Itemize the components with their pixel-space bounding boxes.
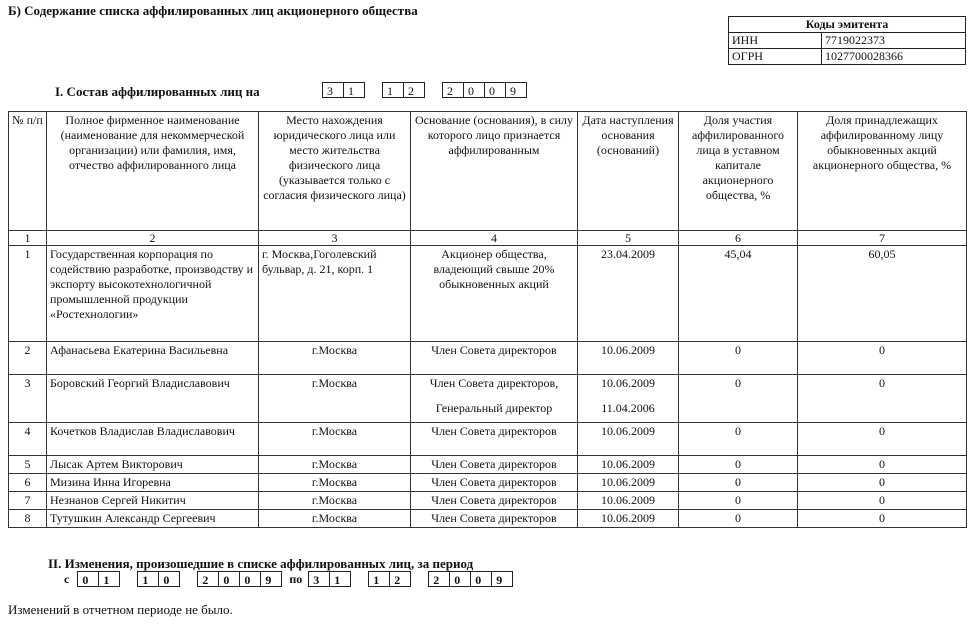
cell-share-capital	[679, 246, 798, 342]
cell-name-text: Незнанов Сергей Никитич	[50, 493, 186, 507]
header-basis: Основание (основания), в силу которого лицо признается аффилированным	[411, 112, 578, 231]
cell-date	[578, 375, 679, 423]
date-digit: 0	[484, 82, 506, 98]
period-from-digit: 0	[239, 571, 261, 587]
column-number: 3	[259, 231, 411, 246]
cell-date	[578, 246, 679, 342]
code-label: ИНН	[729, 33, 822, 49]
table-row	[9, 474, 967, 492]
cell-date-text: 10.06.2009	[601, 424, 655, 438]
cell-share-stock	[798, 246, 967, 342]
cell-date-text: 10.06.2009	[601, 493, 655, 507]
date-digit: 2	[403, 82, 425, 98]
period-to-digit: 1	[368, 571, 390, 587]
cell-place-text: г.Москва	[311, 511, 358, 525]
section1-title: I. Состав аффилированных лиц на	[55, 84, 260, 99]
period-from-digit: 0	[77, 571, 99, 587]
cell-number-text: 1	[24, 247, 31, 261]
cell-date-secondary: 11.04.2006	[601, 401, 655, 415]
cell-place	[259, 474, 411, 492]
section1-date-boxes	[322, 82, 526, 98]
cell-basis	[411, 456, 578, 474]
cell-share-capital-text: 0	[735, 511, 741, 525]
cell-share-capital-text: 45,04	[724, 247, 752, 261]
cell-share-stock	[798, 492, 967, 510]
cell-place-text: г. Москва,Гоголевский бульвар, д. 21, корп. 1	[262, 247, 377, 276]
cell-number	[9, 375, 47, 423]
cell-name-text: Кочетков Владислав Владиславович	[50, 424, 235, 438]
cell-place-text: г.Москва	[311, 343, 358, 357]
cell-name	[47, 342, 259, 375]
cell-share-capital	[679, 375, 798, 423]
table-row	[9, 375, 967, 423]
cell-place-text: г.Москва	[311, 424, 358, 438]
period-to-digit: 2	[428, 571, 450, 587]
period-from-digit: 0	[218, 571, 240, 587]
cell-date	[578, 456, 679, 474]
cell-share-capital-text: 0	[735, 457, 741, 471]
date-digit: 0	[463, 82, 485, 98]
cell-basis-text: Член Совета директоров	[431, 343, 557, 357]
header-date: Дата наступления основания (оснований)	[578, 112, 679, 231]
date-digit: 2	[442, 82, 464, 98]
cell-date-text: 10.06.2009	[601, 376, 655, 390]
cell-basis-text: Акционер общества, владеющий свыше 20% обыкновенных акций	[433, 247, 555, 291]
cell-place-text: г.Москва	[311, 376, 358, 390]
column-number: 4	[411, 231, 578, 246]
table-row	[9, 423, 967, 456]
issuer-codes-box	[728, 16, 966, 65]
header-share-capital: Доля участия аффилированного лица в уставном капитале акционерного общества, %	[679, 112, 798, 231]
cell-share-stock-text: 0	[879, 343, 885, 357]
cell-date	[578, 492, 679, 510]
period-row	[64, 571, 512, 587]
cell-number-text: 2	[24, 343, 31, 357]
cell-share-capital	[679, 456, 798, 474]
cell-share-stock-text: 0	[879, 376, 885, 390]
period-to-digit: 2	[389, 571, 411, 587]
cell-name	[47, 510, 259, 528]
cell-share-capital-text: 0	[735, 475, 741, 489]
cell-number-text: 7	[24, 493, 31, 507]
cell-basis-text: Член Совета директоров	[431, 511, 557, 525]
cell-share-capital-text: 0	[735, 343, 741, 357]
cell-basis-text: Член Совета директоров	[431, 424, 557, 438]
no-changes-note: Изменений в отчетном периоде не было.	[8, 602, 233, 617]
cell-share-stock-text: 0	[879, 475, 885, 489]
cell-place	[259, 246, 411, 342]
cell-name-text: Афанасьева Екатерина Васильевна	[50, 343, 229, 357]
cell-share-stock	[798, 474, 967, 492]
cell-basis-text: Член Совета директоров	[431, 475, 557, 489]
cell-number	[9, 474, 47, 492]
period-to-digit: 0	[470, 571, 492, 587]
cell-date	[578, 510, 679, 528]
cell-place	[259, 423, 411, 456]
cell-name	[47, 246, 259, 342]
date-digit: 1	[382, 82, 404, 98]
period-to-label: по	[289, 571, 303, 586]
cell-share-capital	[679, 423, 798, 456]
cell-name-text: Мизина Инна Игоревна	[50, 475, 171, 489]
column-number: 6	[679, 231, 798, 246]
date-digit: 3	[322, 82, 344, 98]
column-number: 5	[578, 231, 679, 246]
cell-share-stock-text: 60,05	[868, 247, 896, 261]
period-to-digit: 9	[491, 571, 513, 587]
code-value: 1027700028366	[822, 49, 966, 65]
cell-name-text: Государственная корпорация по содействию разработке, производству и экспорту высокотехнологичной промышленной продукции «Ростехнологии»	[50, 247, 254, 321]
table-row	[9, 342, 967, 375]
period-from-digit: 9	[260, 571, 282, 587]
cell-basis	[411, 510, 578, 528]
date-digit: 9	[505, 82, 527, 98]
cell-name-text: Тутушкин Александр Сергеевич	[50, 511, 216, 525]
cell-basis	[411, 492, 578, 510]
table-header-row	[9, 112, 967, 231]
table-row	[9, 492, 967, 510]
cell-share-stock	[798, 423, 967, 456]
table-row	[9, 510, 967, 528]
table-row	[9, 246, 967, 342]
period-from-digit: 2	[197, 571, 219, 587]
cell-share-stock	[798, 456, 967, 474]
cell-basis	[411, 375, 578, 423]
cell-basis	[411, 342, 578, 375]
cell-share-capital	[679, 474, 798, 492]
code-row	[729, 49, 966, 65]
cell-number-text: 8	[24, 511, 31, 525]
code-row	[729, 33, 966, 49]
cell-number	[9, 510, 47, 528]
cell-number	[9, 492, 47, 510]
cell-date	[578, 474, 679, 492]
period-from-digit: 1	[137, 571, 159, 587]
section-b-title: Б) Содержание списка аффилированных лиц акционерного общества	[8, 3, 418, 18]
code-value: 7719022373	[822, 33, 966, 49]
date-digit: 1	[343, 82, 365, 98]
cell-number	[9, 423, 47, 456]
cell-date-text: 10.06.2009	[601, 475, 655, 489]
header-number: № п/п	[9, 112, 47, 231]
cell-number-text: 4	[24, 424, 31, 438]
cell-name	[47, 375, 259, 423]
period-to-digit: 0	[449, 571, 471, 587]
cell-place-text: г.Москва	[311, 457, 358, 471]
cell-place	[259, 375, 411, 423]
cell-place	[259, 342, 411, 375]
column-number: 2	[47, 231, 259, 246]
cell-date-text: 10.06.2009	[601, 343, 655, 357]
cell-share-stock-text: 0	[879, 493, 885, 507]
cell-place	[259, 456, 411, 474]
cell-basis-text: Член Совета директоров,	[429, 376, 559, 390]
cell-share-stock	[798, 510, 967, 528]
cell-date	[578, 342, 679, 375]
header-name: Полное фирменное наименование (наименование для некоммерческой организации) или фамилия, имя, отчество аффилированного лица	[47, 112, 259, 231]
column-number: 1	[9, 231, 47, 246]
period-from-digit: 0	[158, 571, 180, 587]
cell-number	[9, 456, 47, 474]
cell-basis	[411, 423, 578, 456]
cell-basis-secondary: Генеральный директор	[435, 401, 553, 415]
cell-date-text: 23.04.2009	[601, 247, 655, 261]
header-share-stock: Доля принадлежащих аффилированному лицу обыкновенных акций акционерного общества, %	[798, 112, 967, 231]
cell-share-capital-text: 0	[735, 424, 741, 438]
cell-share-capital-text: 0	[735, 493, 741, 507]
cell-share-stock	[798, 375, 967, 423]
cell-date-text: 10.06.2009	[601, 457, 655, 471]
cell-number-text: 6	[24, 475, 31, 489]
period-from-digit: 1	[98, 571, 120, 587]
cell-name	[47, 456, 259, 474]
cell-date-text: 10.06.2009	[601, 511, 655, 525]
period-from-label: с	[64, 571, 70, 586]
cell-share-stock-text: 0	[879, 457, 885, 471]
cell-number	[9, 246, 47, 342]
cell-name-text: Боровский Георгий Владиславович	[50, 376, 230, 390]
cell-share-stock	[798, 342, 967, 375]
cell-name	[47, 423, 259, 456]
code-label: ОГРН	[729, 49, 822, 65]
period-to-digit: 1	[329, 571, 351, 587]
header-place: Место нахождения юридического лица или место жительства физического лица (указывается только с согласия физического лица)	[259, 112, 411, 231]
cell-name	[47, 474, 259, 492]
cell-basis-text: Член Совета директоров	[431, 493, 557, 507]
cell-place	[259, 510, 411, 528]
cell-share-capital-text: 0	[735, 376, 741, 390]
cell-number-text: 3	[24, 376, 31, 390]
affiliates-table-body	[9, 246, 967, 528]
cell-share-capital	[679, 492, 798, 510]
cell-share-capital	[679, 510, 798, 528]
cell-number	[9, 342, 47, 375]
table-row	[9, 456, 967, 474]
section2-title: II. Изменения, произошедшие в списке аффилированных лиц, за период	[48, 556, 474, 571]
cell-name	[47, 492, 259, 510]
cell-place	[259, 492, 411, 510]
cell-place-text: г.Москва	[311, 475, 358, 489]
affiliates-table	[8, 111, 967, 528]
cell-date	[578, 423, 679, 456]
cell-share-stock-text: 0	[879, 424, 885, 438]
cell-name-text: Лысак Артем Викторович	[50, 457, 183, 471]
column-number: 7	[798, 231, 967, 246]
cell-basis	[411, 246, 578, 342]
cell-share-capital	[679, 342, 798, 375]
column-number-row	[9, 231, 967, 246]
period-to-digit: 3	[308, 571, 330, 587]
cell-basis-text: Член Совета директоров	[431, 457, 557, 471]
cell-basis	[411, 474, 578, 492]
issuer-codes-title: Коды эмитента	[729, 17, 966, 33]
cell-place-text: г.Москва	[311, 493, 358, 507]
cell-number-text: 5	[24, 457, 31, 471]
cell-share-stock-text: 0	[879, 511, 885, 525]
